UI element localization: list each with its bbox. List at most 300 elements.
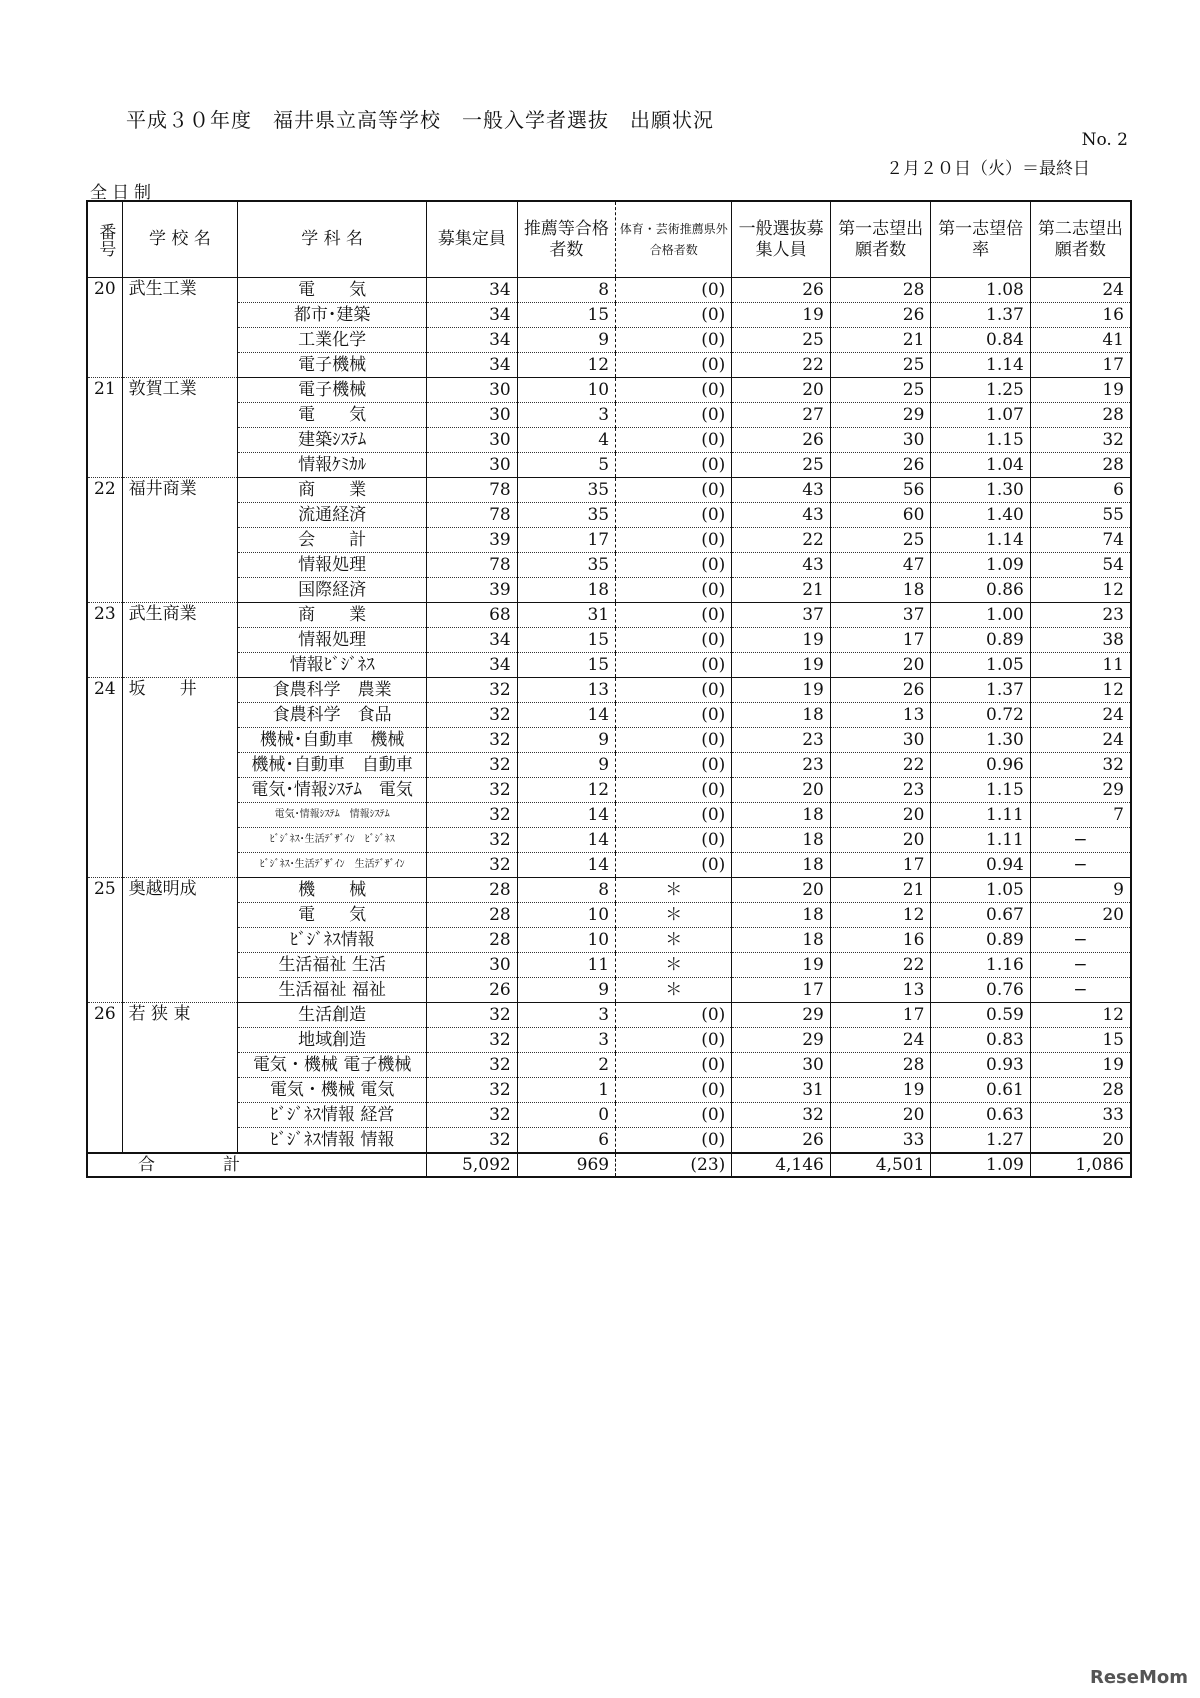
dept-name: 情報ﾋﾞｼﾞﾈｽ bbox=[238, 653, 427, 678]
cell: 23 bbox=[1030, 603, 1131, 628]
table-row bbox=[87, 653, 1131, 678]
cell: 47 bbox=[830, 553, 931, 578]
table-row bbox=[87, 1103, 1131, 1128]
cell: 34 bbox=[427, 628, 518, 653]
table-row bbox=[87, 703, 1131, 728]
cell: 18 bbox=[732, 903, 831, 928]
cell: 18 bbox=[732, 853, 831, 878]
cell: 1.16 bbox=[931, 953, 1030, 978]
cell: 8 bbox=[517, 878, 615, 903]
cell: 31 bbox=[732, 1078, 831, 1103]
cell: (0) bbox=[616, 1053, 732, 1078]
dept-name: 建築ｼｽﾃﾑ bbox=[238, 428, 427, 453]
cell: ＊ bbox=[616, 928, 732, 953]
cell: 17 bbox=[830, 853, 931, 878]
cell: 19 bbox=[1030, 378, 1131, 403]
cell: (0) bbox=[616, 1028, 732, 1053]
cell: − bbox=[1030, 953, 1131, 978]
cell: 13 bbox=[830, 703, 931, 728]
header-dept: 学 科 名 bbox=[238, 201, 427, 278]
system-label: 全日制 bbox=[90, 183, 156, 203]
dept-name: 電子機械 bbox=[238, 353, 427, 378]
cell: 19 bbox=[1030, 1053, 1131, 1078]
table-row bbox=[87, 303, 1131, 328]
cell: 1.11 bbox=[931, 803, 1030, 828]
dept-name: 電気・機械 電子機械 bbox=[238, 1053, 427, 1078]
cell: 12 bbox=[1030, 678, 1131, 703]
cell: 41 bbox=[1030, 328, 1131, 353]
cell: 78 bbox=[427, 553, 518, 578]
total-cell: 4,501 bbox=[830, 1153, 931, 1177]
cell: 1.07 bbox=[931, 403, 1030, 428]
cell: 1.37 bbox=[931, 678, 1030, 703]
cell: 0.83 bbox=[931, 1028, 1030, 1053]
cell: 20 bbox=[732, 878, 831, 903]
dept-name: 生活福祉 福祉 bbox=[238, 978, 427, 1003]
cell: 0.89 bbox=[931, 628, 1030, 653]
table-row bbox=[87, 553, 1131, 578]
cell: 32 bbox=[427, 1128, 518, 1154]
cell: 32 bbox=[427, 1078, 518, 1103]
dept-name: ﾋﾞｼﾞﾈｽ情報 経営 bbox=[238, 1103, 427, 1128]
cell: 26 bbox=[427, 978, 518, 1003]
cell: 28 bbox=[427, 903, 518, 928]
school-name: 福井商業 bbox=[122, 478, 238, 603]
cell: 29 bbox=[830, 403, 931, 428]
table-row bbox=[87, 603, 1131, 628]
cell: 9 bbox=[517, 978, 615, 1003]
cell: ＊ bbox=[616, 953, 732, 978]
cell: 8 bbox=[517, 278, 615, 303]
dept-name: 電 気 bbox=[238, 903, 427, 928]
cell: − bbox=[1030, 978, 1131, 1003]
dept-name: 生活福祉 生活 bbox=[238, 953, 427, 978]
cell: 0.72 bbox=[931, 703, 1030, 728]
cell: 32 bbox=[427, 778, 518, 803]
cell: 10 bbox=[517, 378, 615, 403]
cell: 25 bbox=[830, 353, 931, 378]
cell: 32 bbox=[427, 828, 518, 853]
cell: 29 bbox=[732, 1028, 831, 1053]
cell: 28 bbox=[427, 928, 518, 953]
cell: 56 bbox=[830, 478, 931, 503]
cell: 12 bbox=[517, 353, 615, 378]
cell: 0.94 bbox=[931, 853, 1030, 878]
cell: 0.89 bbox=[931, 928, 1030, 953]
cell: 14 bbox=[517, 828, 615, 853]
cell: 28 bbox=[830, 278, 931, 303]
cell: 12 bbox=[1030, 578, 1131, 603]
cell: (0) bbox=[616, 578, 732, 603]
table-row bbox=[87, 953, 1131, 978]
cell: 10 bbox=[517, 928, 615, 953]
cell: 2 bbox=[517, 1053, 615, 1078]
cell: 13 bbox=[830, 978, 931, 1003]
cell: (0) bbox=[616, 278, 732, 303]
table-row bbox=[87, 503, 1131, 528]
cell: 17 bbox=[517, 528, 615, 553]
cell: 5 bbox=[517, 453, 615, 478]
cell: 20 bbox=[830, 653, 931, 678]
cell: 12 bbox=[1030, 1003, 1131, 1028]
header-capacity: 募集定員 bbox=[427, 201, 518, 278]
table-row bbox=[87, 278, 1131, 303]
table-row bbox=[87, 728, 1131, 753]
cell: 0.61 bbox=[931, 1078, 1030, 1103]
cell: (0) bbox=[616, 778, 732, 803]
header-no: 番号 bbox=[87, 201, 122, 278]
cell: 9 bbox=[517, 328, 615, 353]
cell: (0) bbox=[616, 753, 732, 778]
table-row bbox=[87, 1078, 1131, 1103]
cell: 20 bbox=[830, 803, 931, 828]
total-cell: (23) bbox=[616, 1153, 732, 1177]
cell: 20 bbox=[732, 778, 831, 803]
cell: 21 bbox=[830, 328, 931, 353]
table-row bbox=[87, 378, 1131, 403]
school-no: 24 bbox=[87, 678, 122, 878]
cell: 15 bbox=[1030, 1028, 1131, 1053]
school-name: 奥越明成 bbox=[122, 878, 238, 1003]
cell: 26 bbox=[830, 678, 931, 703]
dept-name: 機 械 bbox=[238, 878, 427, 903]
cell: 24 bbox=[1030, 703, 1131, 728]
dept-name: 生活創造 bbox=[238, 1003, 427, 1028]
cell: 32 bbox=[427, 1103, 518, 1128]
cell: 34 bbox=[427, 653, 518, 678]
cell: (0) bbox=[616, 703, 732, 728]
cell: 33 bbox=[830, 1128, 931, 1154]
cell: 19 bbox=[732, 678, 831, 703]
cell: 20 bbox=[732, 378, 831, 403]
cell: 27 bbox=[732, 403, 831, 428]
page-title: 平成３０年度 福井県立高等学校 一般入学者選抜 出願状況 bbox=[126, 108, 714, 132]
cell: 19 bbox=[732, 628, 831, 653]
cell: 28 bbox=[427, 878, 518, 903]
application-table bbox=[86, 200, 1132, 1178]
cell: 11 bbox=[1030, 653, 1131, 678]
cell: (0) bbox=[616, 528, 732, 553]
cell: 1.05 bbox=[931, 878, 1030, 903]
cell: 22 bbox=[732, 353, 831, 378]
cell: 31 bbox=[517, 603, 615, 628]
table-row bbox=[87, 578, 1131, 603]
cell: 28 bbox=[1030, 1078, 1131, 1103]
cell: 26 bbox=[830, 453, 931, 478]
total-label: 合 計 bbox=[87, 1153, 427, 1177]
cell: 1.27 bbox=[931, 1128, 1030, 1154]
cell: 9 bbox=[517, 728, 615, 753]
total-cell: 4,146 bbox=[732, 1153, 831, 1177]
school-no: 22 bbox=[87, 478, 122, 603]
header-ratio: 第一志望倍 率 bbox=[931, 201, 1030, 278]
dept-name: 情報処理 bbox=[238, 553, 427, 578]
table-row bbox=[87, 878, 1131, 903]
cell: 0 bbox=[517, 1103, 615, 1128]
cell: 18 bbox=[517, 578, 615, 603]
table-row bbox=[87, 1003, 1131, 1028]
total-cell: 969 bbox=[517, 1153, 615, 1177]
cell: 20 bbox=[1030, 903, 1131, 928]
cell: 16 bbox=[1030, 303, 1131, 328]
cell: 19 bbox=[830, 1078, 931, 1103]
dept-name: 情報処理 bbox=[238, 628, 427, 653]
cell: − bbox=[1030, 828, 1131, 853]
cell: 30 bbox=[732, 1053, 831, 1078]
table-row bbox=[87, 453, 1131, 478]
cell: ＊ bbox=[616, 978, 732, 1003]
cell: (0) bbox=[616, 1128, 732, 1154]
cell: 32 bbox=[732, 1103, 831, 1128]
cell: 1.11 bbox=[931, 828, 1030, 853]
school-no: 25 bbox=[87, 878, 122, 1003]
cell: 25 bbox=[830, 378, 931, 403]
cell: 11 bbox=[517, 953, 615, 978]
cell: 15 bbox=[517, 653, 615, 678]
cell: 43 bbox=[732, 553, 831, 578]
table-row bbox=[87, 328, 1131, 353]
header-first-applicants: 第一志望出願者数 bbox=[830, 201, 931, 278]
cell: 24 bbox=[1030, 278, 1131, 303]
cell: 32 bbox=[1030, 753, 1131, 778]
cell: 17 bbox=[830, 1003, 931, 1028]
table-row bbox=[87, 853, 1131, 878]
cell: 32 bbox=[427, 1003, 518, 1028]
cell: 68 bbox=[427, 603, 518, 628]
cell: 3 bbox=[517, 1028, 615, 1053]
cell: 39 bbox=[427, 528, 518, 553]
cell: 17 bbox=[1030, 353, 1131, 378]
cell: 26 bbox=[830, 303, 931, 328]
table-row bbox=[87, 478, 1131, 503]
table-row bbox=[87, 928, 1131, 953]
cell: 18 bbox=[830, 578, 931, 603]
table-row bbox=[87, 678, 1131, 703]
dept-name: 電子機械 bbox=[238, 378, 427, 403]
cell: 0.63 bbox=[931, 1103, 1030, 1128]
cell: (0) bbox=[616, 1103, 732, 1128]
cell: 23 bbox=[732, 728, 831, 753]
cell: − bbox=[1030, 853, 1131, 878]
cell: (0) bbox=[616, 303, 732, 328]
cell: 19 bbox=[732, 953, 831, 978]
table-row bbox=[87, 1128, 1131, 1154]
table-row bbox=[87, 428, 1131, 453]
cell: 39 bbox=[427, 578, 518, 603]
cell: 1.15 bbox=[931, 778, 1030, 803]
cell: 54 bbox=[1030, 553, 1131, 578]
cell: 3 bbox=[517, 403, 615, 428]
table-row bbox=[87, 528, 1131, 553]
cell: 78 bbox=[427, 503, 518, 528]
cell: 1.08 bbox=[931, 278, 1030, 303]
dept-name: 食農科学 食品 bbox=[238, 703, 427, 728]
cell: 1.15 bbox=[931, 428, 1030, 453]
cell: 14 bbox=[517, 853, 615, 878]
cell: 4 bbox=[517, 428, 615, 453]
cell: (0) bbox=[616, 678, 732, 703]
dept-name: 商 業 bbox=[238, 603, 427, 628]
cell: (0) bbox=[616, 478, 732, 503]
dept-name: ﾋﾞｼﾞﾈｽ情報 bbox=[238, 928, 427, 953]
cell: 23 bbox=[732, 753, 831, 778]
header-second: 第二志望出願者数 bbox=[1030, 201, 1131, 278]
header-general: 一般選抜募集人員 bbox=[732, 201, 831, 278]
dept-name: 電気･情報ｼｽﾃﾑ 情報ｼｽﾃﾑ bbox=[238, 803, 427, 828]
cell: 33 bbox=[1030, 1103, 1131, 1128]
cell: 14 bbox=[517, 703, 615, 728]
cell: (0) bbox=[616, 353, 732, 378]
cell: 1.25 bbox=[931, 378, 1030, 403]
table-row bbox=[87, 828, 1131, 853]
cell: 28 bbox=[830, 1053, 931, 1078]
cell: 13 bbox=[517, 678, 615, 703]
cell: 1.40 bbox=[931, 503, 1030, 528]
header-outside: 体育・芸術推薦県外合格者数 bbox=[616, 201, 732, 278]
cell: 0.93 bbox=[931, 1053, 1030, 1078]
school-no: 20 bbox=[87, 278, 122, 378]
cell: 32 bbox=[427, 803, 518, 828]
cell: 15 bbox=[517, 303, 615, 328]
cell: 6 bbox=[517, 1128, 615, 1154]
cell: 25 bbox=[732, 328, 831, 353]
dept-name: 機械･自動車 自動車 bbox=[238, 753, 427, 778]
dept-name: 電 気 bbox=[238, 278, 427, 303]
cell: 26 bbox=[732, 1128, 831, 1154]
cell: 1.09 bbox=[931, 553, 1030, 578]
school-no: 23 bbox=[87, 603, 122, 678]
cell: 0.84 bbox=[931, 328, 1030, 353]
table-row bbox=[87, 403, 1131, 428]
cell: 7 bbox=[1030, 803, 1131, 828]
table-row bbox=[87, 803, 1131, 828]
cell: 0.76 bbox=[931, 978, 1030, 1003]
cell: (0) bbox=[616, 553, 732, 578]
header-recommended: 推薦等合格者数 bbox=[517, 201, 615, 278]
cell: (0) bbox=[616, 503, 732, 528]
cell: 0.96 bbox=[931, 753, 1030, 778]
cell: 32 bbox=[427, 703, 518, 728]
cell: 12 bbox=[830, 903, 931, 928]
cell: 37 bbox=[830, 603, 931, 628]
cell: 12 bbox=[517, 778, 615, 803]
cell: (0) bbox=[616, 403, 732, 428]
total-cell: 1,086 bbox=[1030, 1153, 1131, 1177]
cell: 32 bbox=[427, 1028, 518, 1053]
school-name: 若 狭 東 bbox=[122, 1003, 238, 1154]
table-row bbox=[87, 753, 1131, 778]
dept-name: 会 計 bbox=[238, 528, 427, 553]
dept-name: 食農科学 農業 bbox=[238, 678, 427, 703]
cell: 30 bbox=[427, 428, 518, 453]
cell: 20 bbox=[830, 1103, 931, 1128]
dept-name: 地域創造 bbox=[238, 1028, 427, 1053]
cell: 43 bbox=[732, 478, 831, 503]
cell: 19 bbox=[732, 303, 831, 328]
cell: 22 bbox=[830, 753, 931, 778]
school-name: 武生商業 bbox=[122, 603, 238, 678]
table-row bbox=[87, 903, 1131, 928]
cell: 29 bbox=[732, 1003, 831, 1028]
cell: 34 bbox=[427, 278, 518, 303]
table-row bbox=[87, 1053, 1131, 1078]
cell: (0) bbox=[616, 728, 732, 753]
dept-name: ﾋﾞｼﾞﾈｽ･生活ﾃﾞｻﾞｲﾝ 生活ﾃﾞｻﾞｲﾝ bbox=[238, 853, 427, 878]
dept-name: 工業化学 bbox=[238, 328, 427, 353]
cell: 20 bbox=[1030, 1128, 1131, 1154]
cell: 23 bbox=[830, 778, 931, 803]
dept-name: 電気・機械 電気 bbox=[238, 1078, 427, 1103]
cell: 21 bbox=[830, 878, 931, 903]
school-name: 武生工業 bbox=[122, 278, 238, 378]
cell: (0) bbox=[616, 653, 732, 678]
cell: 35 bbox=[517, 503, 615, 528]
total-cell: 5,092 bbox=[427, 1153, 518, 1177]
cell: (0) bbox=[616, 428, 732, 453]
dept-name: 商 業 bbox=[238, 478, 427, 503]
cell: 43 bbox=[732, 503, 831, 528]
table-row bbox=[87, 628, 1131, 653]
cell: 32 bbox=[427, 728, 518, 753]
cell: (0) bbox=[616, 853, 732, 878]
cell: 28 bbox=[1030, 453, 1131, 478]
school-name: 坂 井 bbox=[122, 678, 238, 878]
page-number: No. 2 bbox=[1081, 130, 1128, 150]
cell: 37 bbox=[732, 603, 831, 628]
cell: − bbox=[1030, 928, 1131, 953]
cell: 3 bbox=[517, 1003, 615, 1028]
dept-name: ﾋﾞｼﾞﾈｽ情報 情報 bbox=[238, 1128, 427, 1154]
cell: (0) bbox=[616, 603, 732, 628]
cell: 0.59 bbox=[931, 1003, 1030, 1028]
cell: 1 bbox=[517, 1078, 615, 1103]
cell: 0.86 bbox=[931, 578, 1030, 603]
cell: 34 bbox=[427, 328, 518, 353]
dept-name: 都市･建築 bbox=[238, 303, 427, 328]
cell: 1.14 bbox=[931, 353, 1030, 378]
cell: 1.14 bbox=[931, 528, 1030, 553]
cell: 19 bbox=[732, 653, 831, 678]
total-cell: 1.09 bbox=[931, 1153, 1030, 1177]
cell: 74 bbox=[1030, 528, 1131, 553]
cell: 26 bbox=[732, 428, 831, 453]
cell: 32 bbox=[427, 853, 518, 878]
table-row bbox=[87, 978, 1131, 1003]
cell: 32 bbox=[1030, 428, 1131, 453]
table-row bbox=[87, 778, 1131, 803]
cell: 24 bbox=[830, 1028, 931, 1053]
cell: 18 bbox=[732, 703, 831, 728]
dept-name: 電気･情報ｼｽﾃﾑ 電気 bbox=[238, 778, 427, 803]
cell: 78 bbox=[427, 478, 518, 503]
cell: 25 bbox=[732, 453, 831, 478]
cell: 1.00 bbox=[931, 603, 1030, 628]
dept-name: 電 気 bbox=[238, 403, 427, 428]
cell: 22 bbox=[732, 528, 831, 553]
cell: 20 bbox=[830, 828, 931, 853]
cell: 35 bbox=[517, 553, 615, 578]
cell: 29 bbox=[1030, 778, 1131, 803]
cell: 21 bbox=[732, 578, 831, 603]
cell: 35 bbox=[517, 478, 615, 503]
date-label: ２月２０日（火）＝最終日 bbox=[886, 159, 1090, 179]
cell: (0) bbox=[616, 328, 732, 353]
cell: 22 bbox=[830, 953, 931, 978]
cell: 55 bbox=[1030, 503, 1131, 528]
cell: 1.04 bbox=[931, 453, 1030, 478]
cell: 18 bbox=[732, 828, 831, 853]
cell: (0) bbox=[616, 1003, 732, 1028]
